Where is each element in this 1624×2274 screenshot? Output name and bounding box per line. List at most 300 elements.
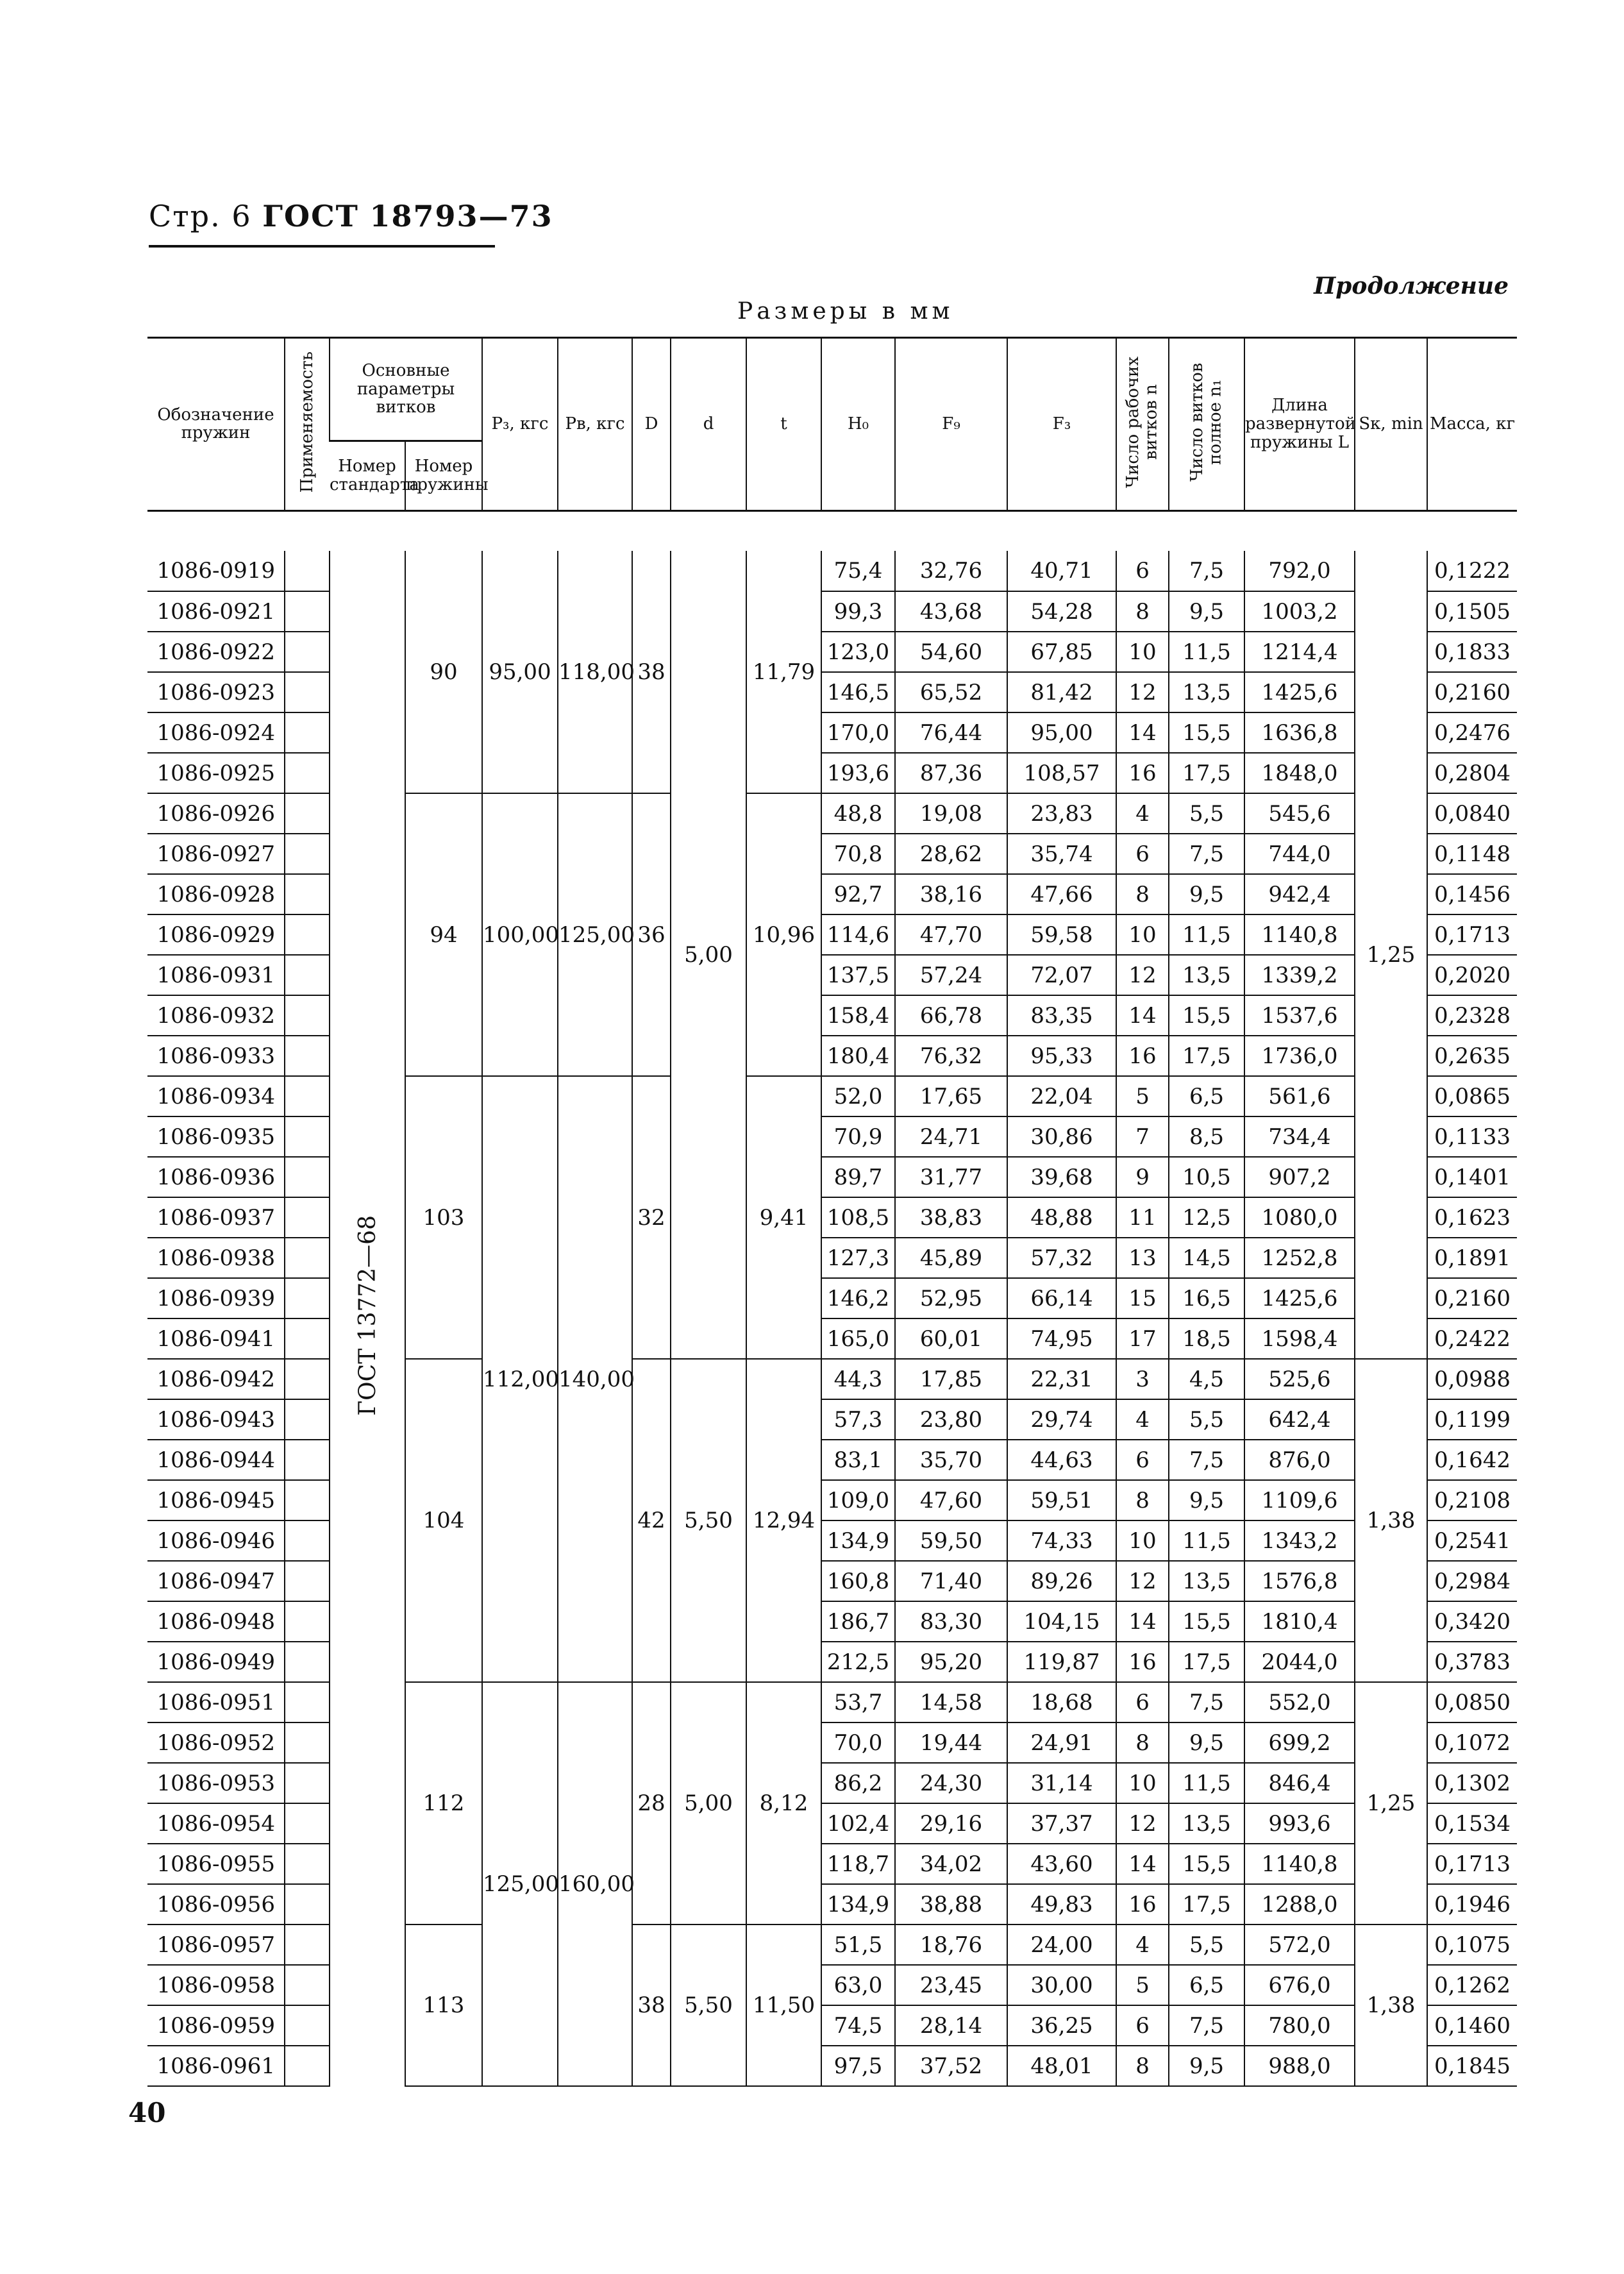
f9-cell: 14,58 [895, 1682, 1007, 1722]
working-turns-cell: 8 [1116, 591, 1169, 632]
f3-cell: 44,63 [1007, 1440, 1116, 1480]
total-turns-cell: 9,5 [1169, 874, 1244, 914]
applicability-cell [285, 753, 330, 793]
working-turns-cell: 8 [1116, 2046, 1169, 2086]
total-turns-cell: 6,5 [1169, 1965, 1244, 2005]
working-turns-cell: 10 [1116, 632, 1169, 672]
mass-cell: 0,1222 [1427, 551, 1517, 591]
applicability-cell [285, 1965, 330, 2005]
total-turns-cell: 7,5 [1169, 551, 1244, 591]
mass-cell: 0,2635 [1427, 1036, 1517, 1076]
applicability-cell [285, 1682, 330, 1722]
mass-cell: 0,2108 [1427, 1480, 1517, 1520]
total-turns-cell: 13,5 [1169, 672, 1244, 712]
units-label: Размеры в мм [737, 298, 954, 324]
working-turns-cell: 10 [1116, 1763, 1169, 1803]
mass-cell: 0,1642 [1427, 1440, 1517, 1480]
col-f3: F₃ [1007, 338, 1116, 511]
spring-code: 1086-0946 [147, 1520, 285, 1561]
total-turns-cell: 10,5 [1169, 1157, 1244, 1197]
applicability-cell [285, 1399, 330, 1440]
applicability-cell [285, 834, 330, 874]
applicability-cell [285, 1722, 330, 1763]
working-turns-cell: 9 [1116, 1157, 1169, 1197]
applicability-cell [285, 1803, 330, 1844]
applicability-cell [285, 914, 330, 955]
spring-code: 1086-0947 [147, 1561, 285, 1601]
total-turns-cell: 12,5 [1169, 1197, 1244, 1238]
sk-cell: 1,25 [1355, 1682, 1427, 1924]
working-turns-cell: 17 [1116, 1318, 1169, 1359]
h0-cell: 52,0 [821, 1076, 895, 1116]
spring-code: 1086-0952 [147, 1722, 285, 1763]
f9-cell: 38,16 [895, 874, 1007, 914]
working-turns-cell: 6 [1116, 551, 1169, 591]
spring-code: 1086-0961 [147, 2046, 285, 2086]
h0-cell: 89,7 [821, 1157, 895, 1197]
springs-table [147, 337, 1517, 2087]
h0-cell: 92,7 [821, 874, 895, 914]
f9-cell: 24,71 [895, 1116, 1007, 1157]
spring-number-cell: 112 [405, 1682, 482, 1924]
f3-cell: 74,33 [1007, 1520, 1116, 1561]
length-cell: 1252,8 [1244, 1238, 1355, 1278]
d-cell: 5,00 [671, 1682, 746, 1924]
p3-cell: 112,00 [482, 1076, 558, 1682]
f3-cell: 89,26 [1007, 1561, 1116, 1601]
h0-cell: 44,3 [821, 1359, 895, 1399]
length-cell: 1140,8 [1244, 914, 1355, 955]
length-cell: 792,0 [1244, 551, 1355, 591]
pb-cell: 125,00 [558, 793, 632, 1076]
f9-cell: 19,44 [895, 1722, 1007, 1763]
length-cell: 942,4 [1244, 874, 1355, 914]
length-cell: 1537,6 [1244, 995, 1355, 1036]
f3-cell: 66,14 [1007, 1278, 1116, 1318]
working-turns-cell: 12 [1116, 672, 1169, 712]
f3-cell: 108,57 [1007, 753, 1116, 793]
applicability-cell [285, 793, 330, 834]
h0-cell: 134,9 [821, 1520, 895, 1561]
gost-label: ГОСТ [262, 199, 359, 233]
applicability-cell [285, 1318, 330, 1359]
working-turns-cell: 16 [1116, 1642, 1169, 1682]
length-cell: 988,0 [1244, 2046, 1355, 2086]
mass-cell: 0,2541 [1427, 1520, 1517, 1561]
total-turns-cell: 7,5 [1169, 834, 1244, 874]
spring-code: 1086-0935 [147, 1116, 285, 1157]
total-turns-cell: 16,5 [1169, 1278, 1244, 1318]
mass-cell: 0,1891 [1427, 1238, 1517, 1278]
length-cell: 1848,0 [1244, 753, 1355, 793]
spring-code: 1086-0944 [147, 1440, 285, 1480]
working-turns-cell: 3 [1116, 1359, 1169, 1399]
f3-cell: 67,85 [1007, 632, 1116, 672]
d-cell: 5,00 [671, 551, 746, 1359]
working-turns-cell: 4 [1116, 793, 1169, 834]
f9-cell: 47,60 [895, 1480, 1007, 1520]
f3-cell: 95,00 [1007, 712, 1116, 753]
working-turns-cell: 12 [1116, 955, 1169, 995]
col-designation: Обозначение пружин [147, 338, 285, 511]
f3-cell: 35,74 [1007, 834, 1116, 874]
f9-cell: 38,83 [895, 1197, 1007, 1238]
table-header [147, 338, 1517, 511]
spring-code: 1086-0953 [147, 1763, 285, 1803]
spring-code: 1086-0932 [147, 995, 285, 1036]
p3-cell: 125,00 [482, 1682, 558, 2086]
total-turns-cell: 15,5 [1169, 1601, 1244, 1642]
working-turns-cell: 16 [1116, 1884, 1169, 1924]
h0-cell: 63,0 [821, 1965, 895, 2005]
col-sk: Sк, min [1355, 338, 1427, 511]
applicability-cell [285, 1278, 330, 1318]
applicability-cell [285, 1157, 330, 1197]
length-cell: 1214,4 [1244, 632, 1355, 672]
applicability-cell [285, 672, 330, 712]
h0-cell: 51,5 [821, 1924, 895, 1965]
mass-cell: 0,2160 [1427, 672, 1517, 712]
total-turns-cell: 4,5 [1169, 1359, 1244, 1399]
mass-cell: 0,1262 [1427, 1965, 1517, 2005]
mass-cell: 0,1534 [1427, 1803, 1517, 1844]
col-h0: H₀ [821, 338, 895, 511]
f3-cell: 83,35 [1007, 995, 1116, 1036]
length-cell: 1425,6 [1244, 1278, 1355, 1318]
sk-cell: 1,38 [1355, 1359, 1427, 1682]
t-cell: 11,79 [746, 551, 821, 793]
applicability-cell [285, 874, 330, 914]
col-D: D [632, 338, 671, 511]
spring-code: 1086-0941 [147, 1318, 285, 1359]
mass-cell: 0,0865 [1427, 1076, 1517, 1116]
working-turns-cell: 11 [1116, 1197, 1169, 1238]
applicability-cell [285, 1844, 330, 1884]
f3-cell: 59,51 [1007, 1480, 1116, 1520]
f3-cell: 95,33 [1007, 1036, 1116, 1076]
f9-cell: 34,02 [895, 1844, 1007, 1884]
h0-cell: 158,4 [821, 995, 895, 1036]
spring-number-cell: 94 [405, 793, 482, 1076]
f3-cell: 47,66 [1007, 874, 1116, 914]
f9-cell: 31,77 [895, 1157, 1007, 1197]
spring-code: 1086-0925 [147, 753, 285, 793]
spring-code: 1086-0937 [147, 1197, 285, 1238]
h0-cell: 186,7 [821, 1601, 895, 1642]
spring-code: 1086-0929 [147, 914, 285, 955]
col-pb: Pв, кгс [558, 338, 632, 511]
length-cell: 1425,6 [1244, 672, 1355, 712]
f3-cell: 24,91 [1007, 1722, 1116, 1763]
f3-cell: 36,25 [1007, 2005, 1116, 2046]
spring-code: 1086-0921 [147, 591, 285, 632]
mass-cell: 0,1833 [1427, 632, 1517, 672]
col-basic-params: Основные параметры витков [330, 338, 482, 441]
h0-cell: 75,4 [821, 551, 895, 591]
applicability-cell [285, 1036, 330, 1076]
f9-cell: 18,76 [895, 1924, 1007, 1965]
t-cell: 12,94 [746, 1359, 821, 1682]
total-turns-cell: 18,5 [1169, 1318, 1244, 1359]
mass-cell: 0,1713 [1427, 914, 1517, 955]
f9-cell: 52,95 [895, 1278, 1007, 1318]
f9-cell: 57,24 [895, 955, 1007, 995]
f9-cell: 37,52 [895, 2046, 1007, 2086]
working-turns-cell: 14 [1116, 995, 1169, 1036]
total-turns-cell: 11,5 [1169, 1520, 1244, 1561]
f3-cell: 22,31 [1007, 1359, 1116, 1399]
h0-cell: 193,6 [821, 753, 895, 793]
f9-cell: 83,30 [895, 1601, 1007, 1642]
spring-code: 1086-0936 [147, 1157, 285, 1197]
total-turns-cell: 5,5 [1169, 1924, 1244, 1965]
total-turns-cell: 9,5 [1169, 1722, 1244, 1763]
length-cell: 1343,2 [1244, 1520, 1355, 1561]
applicability-cell [285, 712, 330, 753]
f3-cell: 22,04 [1007, 1076, 1116, 1116]
f3-cell: 23,83 [1007, 793, 1116, 834]
continuation-label: Продолжение [1314, 273, 1509, 299]
table-row [147, 551, 1517, 591]
header-underline [149, 245, 495, 248]
applicability-cell [285, 1924, 330, 1965]
length-cell: 1109,6 [1244, 1480, 1355, 1520]
mass-cell: 0,1075 [1427, 1924, 1517, 1965]
working-turns-cell: 6 [1116, 834, 1169, 874]
h0-cell: 102,4 [821, 1803, 895, 1844]
f9-cell: 23,45 [895, 1965, 1007, 2005]
working-turns-cell: 4 [1116, 1399, 1169, 1440]
f9-cell: 32,76 [895, 551, 1007, 591]
f9-cell: 47,70 [895, 914, 1007, 955]
total-turns-cell: 8,5 [1169, 1116, 1244, 1157]
length-cell: 1598,4 [1244, 1318, 1355, 1359]
h0-cell: 109,0 [821, 1480, 895, 1520]
length-cell: 1636,8 [1244, 712, 1355, 753]
length-cell: 699,2 [1244, 1722, 1355, 1763]
mass-cell: 0,1845 [1427, 2046, 1517, 2086]
page-header [149, 199, 553, 233]
f9-cell: 23,80 [895, 1399, 1007, 1440]
f3-cell: 43,60 [1007, 1844, 1116, 1884]
total-turns-cell: 17,5 [1169, 753, 1244, 793]
total-turns-cell: 15,5 [1169, 712, 1244, 753]
spring-code: 1086-0928 [147, 874, 285, 914]
mass-cell: 0,0988 [1427, 1359, 1517, 1399]
mass-cell: 0,2020 [1427, 955, 1517, 995]
working-turns-cell: 6 [1116, 1682, 1169, 1722]
total-turns-cell: 17,5 [1169, 1884, 1244, 1924]
total-turns-cell: 7,5 [1169, 2005, 1244, 2046]
spring-code: 1086-0942 [147, 1359, 285, 1399]
D-cell: 38 [632, 1924, 671, 2086]
working-turns-cell: 8 [1116, 1722, 1169, 1763]
working-turns-cell: 5 [1116, 1076, 1169, 1116]
mass-cell: 0,1148 [1427, 834, 1517, 874]
applicability-cell [285, 1520, 330, 1561]
h0-cell: 53,7 [821, 1682, 895, 1722]
h0-cell: 114,6 [821, 914, 895, 955]
total-turns-cell: 9,5 [1169, 591, 1244, 632]
spring-code: 1086-0959 [147, 2005, 285, 2046]
spring-code: 1086-0951 [147, 1682, 285, 1722]
sk-cell: 1,38 [1355, 1924, 1427, 2086]
length-cell: 2044,0 [1244, 1642, 1355, 1682]
mass-cell: 0,1946 [1427, 1884, 1517, 1924]
total-turns-cell: 13,5 [1169, 1561, 1244, 1601]
f3-cell: 81,42 [1007, 672, 1116, 712]
f9-cell: 60,01 [895, 1318, 1007, 1359]
f9-cell: 87,36 [895, 753, 1007, 793]
t-cell: 11,50 [746, 1924, 821, 2086]
p3-cell: 95,00 [482, 551, 558, 793]
applicability-cell [285, 1601, 330, 1642]
working-turns-cell: 14 [1116, 712, 1169, 753]
working-turns-cell: 5 [1116, 1965, 1169, 2005]
f9-cell: 29,16 [895, 1803, 1007, 1844]
col-mass: Масса, кг [1427, 338, 1517, 511]
spring-code: 1086-0945 [147, 1480, 285, 1520]
standard-number: 18793—73 [369, 199, 553, 233]
pb-cell: 160,00 [558, 1682, 632, 2086]
mass-cell: 0,1401 [1427, 1157, 1517, 1197]
applicability-cell [285, 632, 330, 672]
total-turns-cell: 13,5 [1169, 1803, 1244, 1844]
h0-cell: 108,5 [821, 1197, 895, 1238]
f9-cell: 28,62 [895, 834, 1007, 874]
D-cell: 28 [632, 1682, 671, 1924]
length-cell: 744,0 [1244, 834, 1355, 874]
f3-cell: 24,00 [1007, 1924, 1116, 1965]
total-turns-cell: 5,5 [1169, 1399, 1244, 1440]
col-working-turns: Число рабочих витков n [1116, 338, 1169, 511]
spring-number-cell: 104 [405, 1359, 482, 1682]
length-cell: 552,0 [1244, 1682, 1355, 1722]
f9-cell: 38,88 [895, 1884, 1007, 1924]
pb-cell: 140,00 [558, 1076, 632, 1682]
spring-code: 1086-0954 [147, 1803, 285, 1844]
h0-cell: 165,0 [821, 1318, 895, 1359]
h0-cell: 99,3 [821, 591, 895, 632]
col-developed-length: Длина развернутой пружины L [1244, 338, 1355, 511]
total-turns-cell: 9,5 [1169, 2046, 1244, 2086]
mass-cell: 0,1460 [1427, 2005, 1517, 2046]
p3-cell: 100,00 [482, 793, 558, 1076]
h0-cell: 83,1 [821, 1440, 895, 1480]
h0-cell: 170,0 [821, 712, 895, 753]
f3-cell: 30,86 [1007, 1116, 1116, 1157]
f3-cell: 29,74 [1007, 1399, 1116, 1440]
total-turns-cell: 7,5 [1169, 1440, 1244, 1480]
mass-cell: 0,2984 [1427, 1561, 1517, 1601]
mass-cell: 0,1302 [1427, 1763, 1517, 1803]
f9-cell: 43,68 [895, 591, 1007, 632]
h0-cell: 70,9 [821, 1116, 895, 1157]
total-turns-cell: 17,5 [1169, 1642, 1244, 1682]
f3-cell: 74,95 [1007, 1318, 1116, 1359]
working-turns-cell: 12 [1116, 1803, 1169, 1844]
D-cell: 42 [632, 1359, 671, 1682]
working-turns-cell: 16 [1116, 1036, 1169, 1076]
page-prefix: Стр. 6 [149, 199, 252, 233]
pb-cell: 118,00 [558, 551, 632, 793]
f3-cell: 31,14 [1007, 1763, 1116, 1803]
length-cell: 1003,2 [1244, 591, 1355, 632]
length-cell: 1339,2 [1244, 955, 1355, 995]
D-cell: 32 [632, 1076, 671, 1359]
working-turns-cell: 10 [1116, 1520, 1169, 1561]
length-cell: 1080,0 [1244, 1197, 1355, 1238]
working-turns-cell: 13 [1116, 1238, 1169, 1278]
f9-cell: 76,32 [895, 1036, 1007, 1076]
applicability-cell [285, 1884, 330, 1924]
col-spring-number: Номер пружины [405, 441, 482, 510]
spring-code: 1086-0923 [147, 672, 285, 712]
total-turns-cell: 17,5 [1169, 1036, 1244, 1076]
h0-cell: 123,0 [821, 632, 895, 672]
f3-cell: 119,87 [1007, 1642, 1116, 1682]
f9-cell: 65,52 [895, 672, 1007, 712]
working-turns-cell: 8 [1116, 874, 1169, 914]
applicability-cell [285, 1197, 330, 1238]
f9-cell: 66,78 [895, 995, 1007, 1036]
h0-cell: 97,5 [821, 2046, 895, 2086]
f9-cell: 54,60 [895, 632, 1007, 672]
total-turns-cell: 15,5 [1169, 1844, 1244, 1884]
h0-cell: 70,8 [821, 834, 895, 874]
working-turns-cell: 10 [1116, 914, 1169, 955]
spring-code: 1086-0927 [147, 834, 285, 874]
working-turns-cell: 7 [1116, 1116, 1169, 1157]
col-total-turns: Число витков полное n₁ [1169, 338, 1244, 511]
spring-code: 1086-0956 [147, 1884, 285, 1924]
length-cell: 1576,8 [1244, 1561, 1355, 1601]
applicability-cell [285, 1480, 330, 1520]
mass-cell: 0,2804 [1427, 753, 1517, 793]
mass-cell: 0,0850 [1427, 1682, 1517, 1722]
mass-cell: 0,3783 [1427, 1642, 1517, 1682]
col-std-number: Номер стандарта [330, 441, 405, 510]
f3-cell: 72,07 [1007, 955, 1116, 995]
applicability-cell [285, 1359, 330, 1399]
D-cell: 38 [632, 551, 671, 793]
page-number: 40 [128, 2097, 166, 2128]
f9-cell: 95,20 [895, 1642, 1007, 1682]
f3-cell: 48,88 [1007, 1197, 1116, 1238]
applicability-cell [285, 551, 330, 591]
h0-cell: 180,4 [821, 1036, 895, 1076]
f9-cell: 17,65 [895, 1076, 1007, 1116]
total-turns-cell: 14,5 [1169, 1238, 1244, 1278]
applicability-cell [285, 2005, 330, 2046]
working-turns-cell: 16 [1116, 753, 1169, 793]
mass-cell: 0,2422 [1427, 1318, 1517, 1359]
length-cell: 561,6 [1244, 1076, 1355, 1116]
applicability-cell [285, 1116, 330, 1157]
spring-code: 1086-0939 [147, 1278, 285, 1318]
length-cell: 846,4 [1244, 1763, 1355, 1803]
total-turns-cell: 15,5 [1169, 995, 1244, 1036]
f9-cell: 35,70 [895, 1440, 1007, 1480]
f3-cell: 59,58 [1007, 914, 1116, 955]
applicability-cell [285, 591, 330, 632]
f3-cell: 37,37 [1007, 1803, 1116, 1844]
h0-cell: 146,5 [821, 672, 895, 712]
standard-ref: ГОСТ 13772—68 [330, 551, 405, 2086]
spring-code: 1086-0919 [147, 551, 285, 591]
working-turns-cell: 4 [1116, 1924, 1169, 1965]
col-applicability: Применяемость [285, 338, 330, 511]
